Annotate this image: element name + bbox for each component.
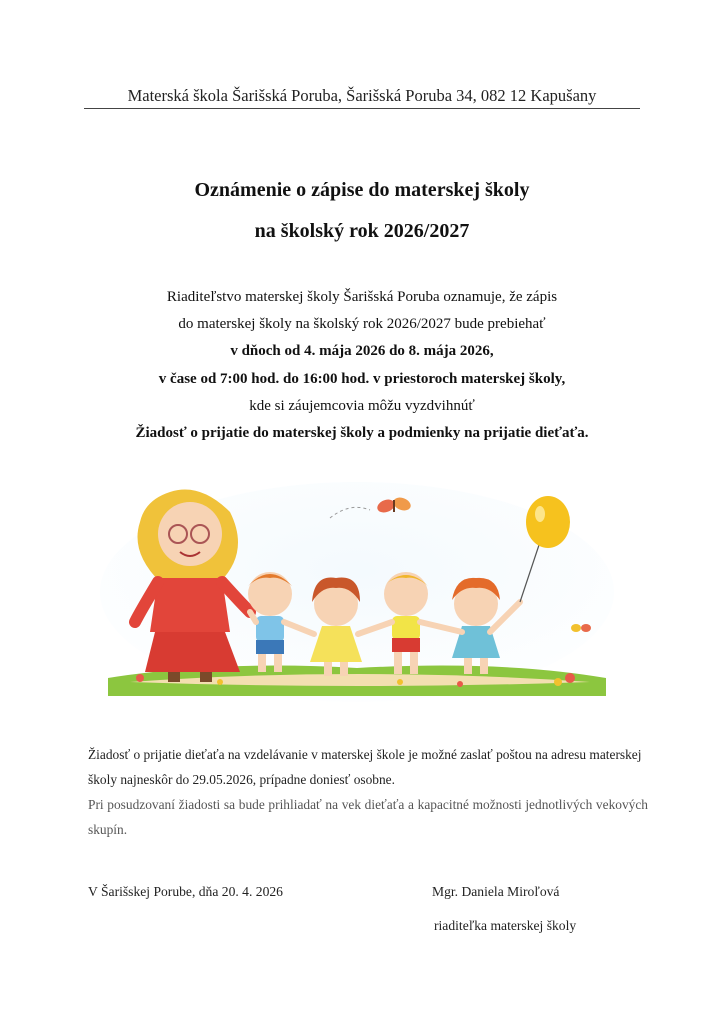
place-and-date: V Šarišskej Porube, dňa 20. 4. 2026 (88, 884, 283, 899)
body-line-5: kde si záujemcovia môžu vyzdvihnúť (249, 397, 475, 414)
body-line-2: do materskej školy na školský rok 2026/2027 bude prebiehať (178, 316, 546, 333)
announcement-body (0, 284, 724, 447)
signatory-name: Mgr. Daniela Miroľová (432, 884, 560, 899)
paragraph-submission: Žiadosť o prijatie dieťaťa na vzdelávanie v materskej škole je možné zaslať poštou na adresu materskej školy najneskôr do 29.05.2026, prípadne doniesť osobne. (88, 747, 642, 787)
signatory-role: riaditeľka materskej školy (434, 918, 577, 933)
school-header: Materská škola Šarišská Poruba, Šarišská Poruba 34, 082 12 Kapušany (84, 86, 640, 109)
teacher-and-children-illustration (100, 482, 614, 702)
title-line-1: Oznámenie o zápise do materskej školy (194, 179, 530, 201)
paragraph-criteria: Pri posudzovaní žiadosti sa bude prihliadať na vek dieťaťa a kapacitné možnosti jednotlivých vekových skupín. (88, 797, 648, 837)
body-line-time: v čase od 7:00 hod. do 16:00 hod. v priestoroch materskej školy, (158, 370, 566, 387)
body-line-application: Žiadosť o prijatie do materskej školy a podmienky na prijatie dieťaťa. (135, 425, 589, 442)
teacher-figure (135, 490, 250, 683)
illustration-svg (100, 482, 614, 702)
body-line-dates: v dňoch od 4. mája 2026 do 8. mája 2026, (230, 343, 494, 360)
title-line-2: na školský rok 2026/2027 (254, 220, 470, 242)
body-line-1: Riaditeľstvo materskej školy Šarišská Poruba oznamuje, že zápis (166, 289, 558, 305)
